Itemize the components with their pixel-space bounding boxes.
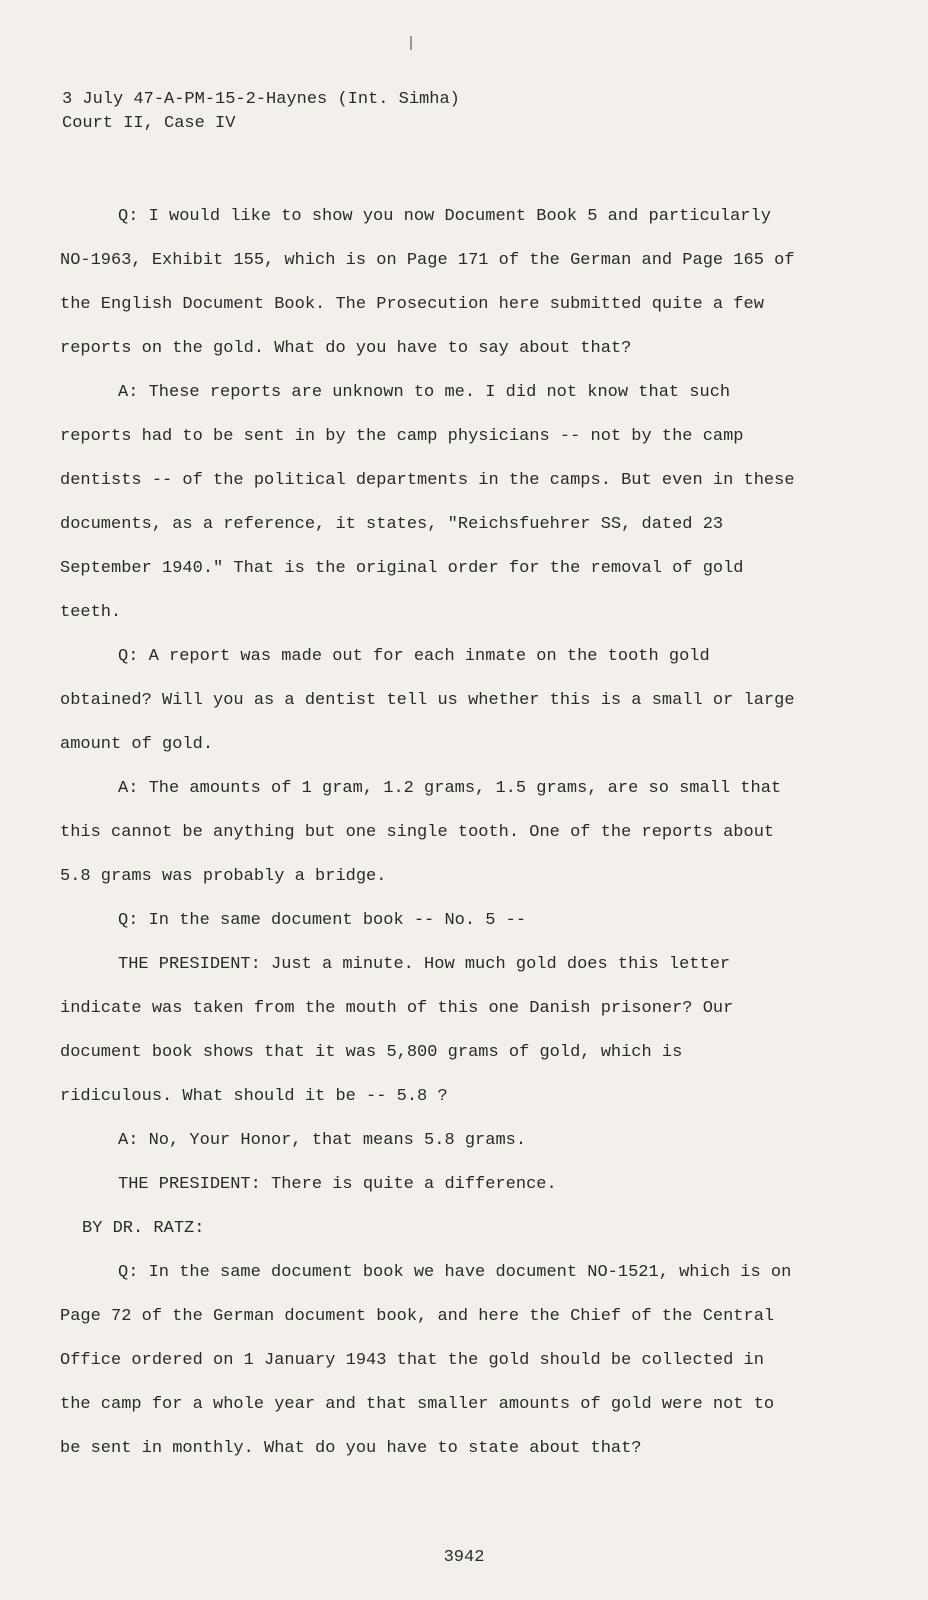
paragraph-a3: A: No, Your Honor, that means 5.8 grams. <box>118 1131 527 1150</box>
paragraph-president-1: THE PRESIDENT: Just a minute. How much gold does this letter indicate was taken from the mouth of this one Danish prisoner? Our document book shows that it was 5,800 grams of gold, which is ridiculous. What should it be -- 5.8 ? <box>60 955 734 1106</box>
paragraph-president-2: THE PRESIDENT: There is quite a difference. <box>118 1175 557 1194</box>
transcript-body <box>60 195 800 1471</box>
paragraph-q4: Q: In the same document book we have document NO-1521, which is on Page 72 of the German document book, and here the Chief of the Central Office ordered on 1 January 1943 that the gold should be collected in the camp for a whole year and that smaller amounts of gold were not to be sent in monthly. What do you have to state about that? <box>60 1263 792 1458</box>
by-line: BY DR. RATZ: <box>82 1219 205 1238</box>
margin-mark <box>410 36 412 50</box>
document-header <box>62 88 460 136</box>
paragraph-a2: A: The amounts of 1 gram, 1.2 grams, 1.5 grams, are so small that this cannot be anything but one single tooth. One of the reports about 5.8 grams was probably a bridge. <box>60 779 782 886</box>
header-line-2: Court II, Case IV <box>62 114 236 133</box>
paragraph-q2: Q: A report was made out for each inmate on the tooth gold obtained? Will you as a dentist tell us whether this is a small or large amount of gold. <box>60 647 795 754</box>
header-line-1: 3 July 47-A-PM-15-2-Haynes (Int. Simha) <box>62 90 460 109</box>
paragraph-q3: Q: In the same document book -- No. 5 -- <box>118 911 527 930</box>
page-number: 3942 <box>443 1548 485 1567</box>
paragraph-q1: Q: I would like to show you now Document Book 5 and particularly NO-1963, Exhibit 155, which is on Page 171 of the German and Page 165 of the English Document Book. The Prosecution here submitted quite a few reports on the gold. What do you have to say about that? <box>60 207 795 358</box>
paragraph-a1: A: These reports are unknown to me. I did not know that such reports had to be sent in by the camp physicians -- not by the camp dentists -- of the political departments in the camps. But even in these documents, as a reference, it states, "Reichsfuehrer SS, dated 23 September 1940." That is the original order for the removal of gold teeth. <box>60 383 795 622</box>
